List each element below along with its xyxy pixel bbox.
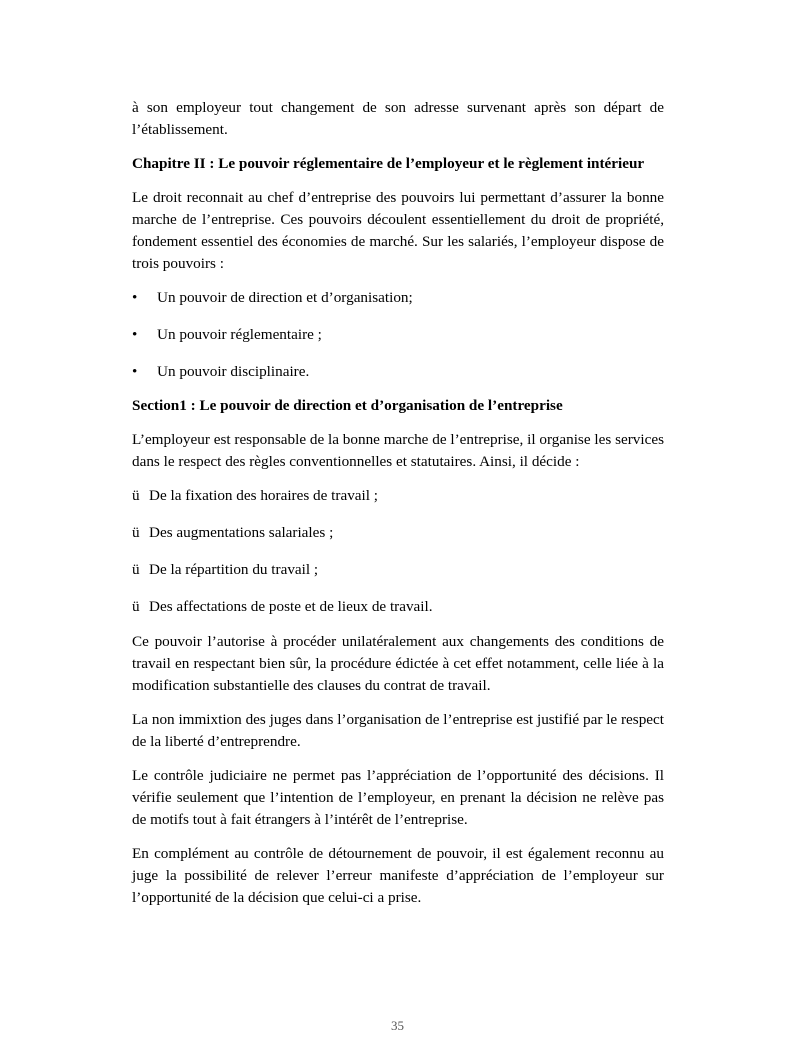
list-item	[132, 559, 664, 581]
list-item-text: Un pouvoir réglementaire ;	[157, 326, 322, 343]
paragraph-employer-powers: Le droit reconnait au chef d’entreprise des pouvoirs lui permettant d’assurer la bonne marche de l’entreprise. Ces pouvoirs découlent essentiellement du droit de propriété, fondement essentiel des économies de marché. Sur les salariés, l’employeur dispose de trois pouvoirs :	[132, 189, 664, 272]
list-item	[132, 596, 664, 618]
decisions-list	[132, 485, 664, 618]
paragraph-unilateral-changes: Ce pouvoir l’autorise à procéder unilatéralement aux changements des conditions de travail en respectant bien sûr, la procédure édictée à cet effet notamment, celle liée à la modification substantielle des clauses du contrat de travail.	[132, 633, 664, 694]
list-item-text: De la répartition du travail ;	[149, 561, 319, 578]
powers-list	[132, 287, 664, 383]
list-item-text: Des affectations de poste et de lieux de travail.	[149, 598, 433, 615]
paragraph-address-change: à son employeur tout changement de son adresse survenant après son départ de l’établissement.	[132, 99, 664, 138]
bullet-icon: •	[132, 289, 138, 306]
checkmark-icon: ü	[132, 487, 140, 504]
chapter-heading: Chapitre II : Le pouvoir réglementaire de l’employeur et le règlement intérieur	[132, 155, 645, 172]
section-heading: Section1 : Le pouvoir de direction et d’organisation de l’entreprise	[132, 397, 563, 414]
list-item-text: De la fixation des horaires de travail ;	[149, 487, 378, 504]
paragraph-judicial-control: Le contrôle judiciaire ne permet pas l’appréciation de l’opportunité des décisions. Il vérifie seulement que l’intention de l’employeur, en prenant la décision ne relève pas de motifs tout à fait étrangers à l’intérêt de l’entreprise.	[132, 767, 664, 828]
bullet-icon: •	[132, 326, 138, 343]
list-item-text: Des augmentations salariales ;	[149, 524, 334, 541]
list-item	[132, 485, 664, 507]
list-item	[132, 522, 664, 544]
page-number: 35	[391, 1018, 404, 1033]
document-page	[132, 97, 664, 921]
list-item	[132, 361, 664, 383]
list-item-text: Un pouvoir disciplinaire.	[157, 363, 310, 380]
list-item-text: Un pouvoir de direction et d’organisation;	[157, 289, 413, 306]
bullet-icon: •	[132, 363, 138, 380]
list-item	[132, 287, 664, 309]
checkmark-icon: ü	[132, 598, 140, 615]
checkmark-icon: ü	[132, 561, 140, 578]
paragraph-employer-responsibility: L’employeur est responsable de la bonne marche de l’entreprise, il organise les services dans le respect des règles conventionnelles et statutaires. Ainsi, il décide :	[132, 431, 664, 470]
paragraph-non-interference: La non immixtion des juges dans l’organisation de l’entreprise est justifié par le respect de la liberté d’entreprendre.	[132, 711, 664, 750]
checkmark-icon: ü	[132, 524, 140, 541]
paragraph-manifest-error: En complément au contrôle de détournement de pouvoir, il est également reconnu au juge la possibilité de relever l’erreur manifeste d’appréciation de l’employeur sur l’opportunité de la décision que celui-ci a prise.	[132, 845, 664, 906]
list-item	[132, 324, 664, 346]
